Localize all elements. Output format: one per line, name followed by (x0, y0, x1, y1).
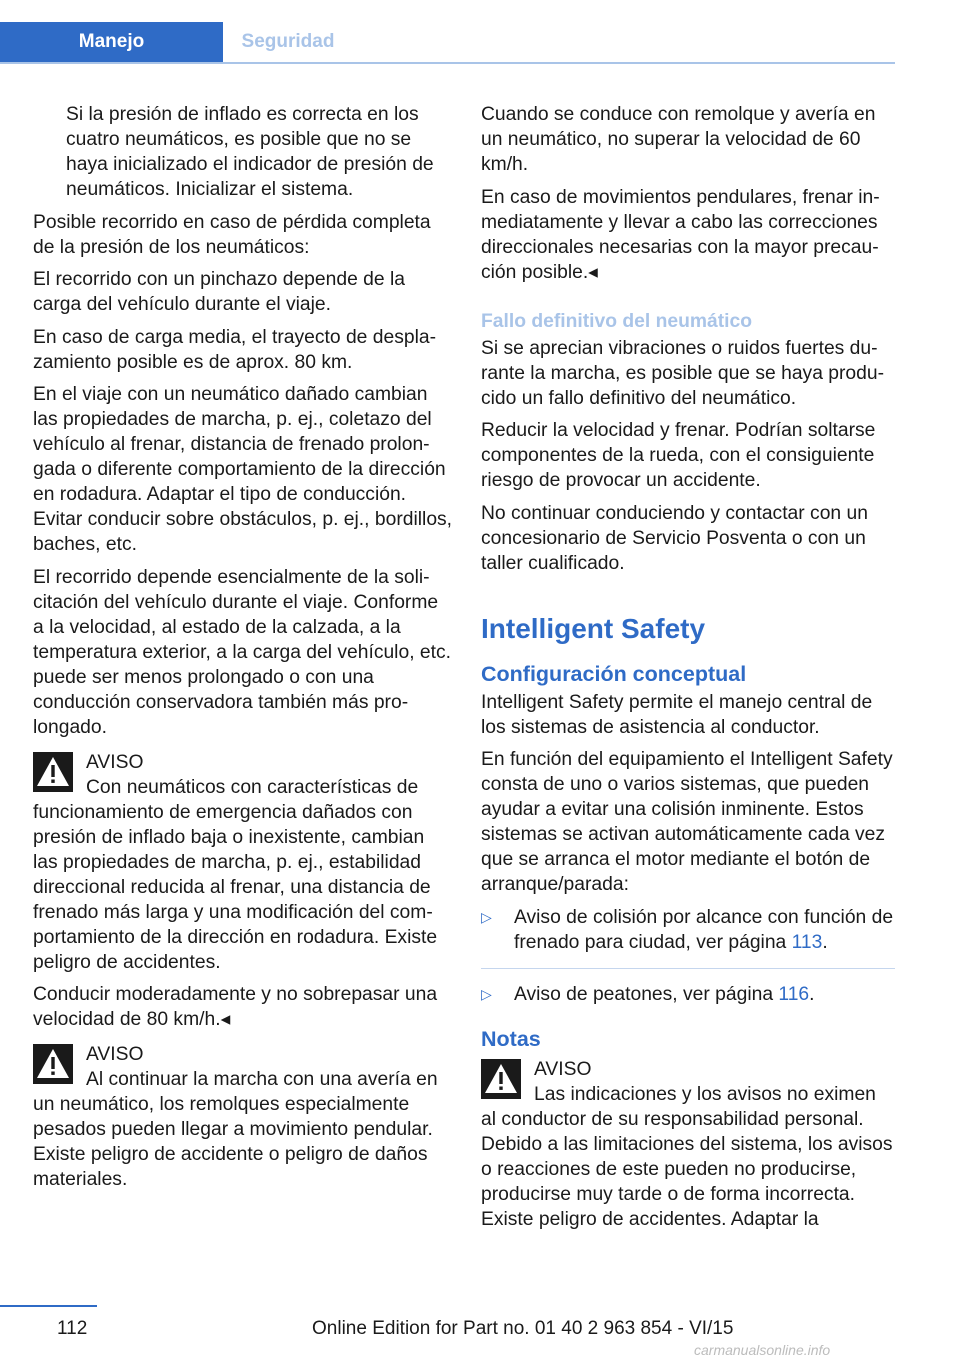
warning-text: Al continuar la marcha con una avería en un neumático, los remolques especialmente pesados pueden llegar a movimiento pendular. Existe peligro de accidente o peligro de daños materiales. (33, 1069, 438, 1190)
paragraph: En caso de movimientos pendulares, frenar inmediatamente y llevar a cabo las correcciones direccionales necesarias con la mayor precaución posible.◂ (481, 186, 880, 283)
paragraph: En el viaje con un neumático dañado cambian las propiedades de marcha, p. ej., coletazo del vehículo al frenar, distancia de frenado prolongada o diferente comportamiento de la dirección en rodadura. Adaptar el tipo de conducción. Evitar conducir sobre obstáculos, p. ej., bordillos, baches, etc. (33, 384, 453, 555)
paragraph: Intelligent Safety permite el manejo central de los sistemas de asistencia al conductor. (481, 691, 873, 738)
paragraph: El recorrido con un pinchazo depende de la carga del vehículo durante el viaje. (33, 269, 405, 315)
paragraph: Conducir moderadamente y no sobrepasar una velocidad de 80 km/h.◂ (33, 984, 438, 1030)
paragraph: Posible recorrido en caso de pérdida completa de la presión de los neumáticos: (33, 211, 431, 258)
chapter-title: Intelligent Safety (481, 612, 706, 644)
warning-triangle-icon (481, 1059, 521, 1099)
list-item-text: Aviso de colisión por alcance con función de frenado para ciudad, ver página (514, 906, 894, 953)
warning-title: AVISO (86, 1044, 144, 1065)
triangle-bullet-icon: ▷ (481, 908, 492, 925)
left-column (33, 102, 453, 1200)
tab-seguridad[interactable]: Seguridad (241, 31, 335, 52)
warning-text: Con neumáticos con características de funcionamiento de emergencia dañados con presión de inflado baja o inexistente, cambian las propiedades de marcha, p. ej., estabilidad direccional reducida al frenar, una distancia de frenado más larga y una modificación del comportamiento de la dirección en rodadura. Existe peligro de accidentes. (33, 776, 438, 973)
tab-manejo[interactable]: Manejo (0, 22, 223, 62)
paragraph: En función del equipamiento el Intelligent Safety consta de uno o varios sistemas, que pueden ayudar a evitar una colisión inminente. Estos sistemas se activan automáticamente cada vez que se arranca el motor mediante el botón de arranque/parada: (481, 749, 893, 895)
page-link[interactable]: 116 (778, 983, 810, 1005)
right-column (481, 102, 895, 1239)
paragraph: Cuando se conduce con remolque y avería en un neumático, no superar la velocidad de 60 km/h. (481, 104, 876, 175)
page-link[interactable]: 113 (791, 931, 823, 953)
list-item-text: Aviso de peatones, ver página (514, 983, 779, 1005)
warning-block (481, 1057, 895, 1232)
section-heading: Fallo definitivo del neumático (481, 310, 753, 332)
divider (481, 968, 895, 969)
triangle-bullet-icon: ▷ (481, 985, 492, 1002)
list-item (481, 982, 895, 1007)
warning-title: AVISO (534, 1058, 592, 1080)
paragraph: El recorrido depende esencialmente de la solicitación del vehículo durante el viaje. Conforme a la velocidad, al estado de la calzada, a la temperatura exterior, a la carga del vehículo, etc. puede ser menos prolongado o con una conducción conservadora también más prolongado. (33, 566, 451, 738)
footer-divider (0, 1305, 97, 1307)
paragraph: No continuar conduciendo y contactar con un concesionario de Servicio Posventa o con un taller cualificado. (481, 502, 868, 574)
paragraph: Reducir la velocidad y frenar. Podrían soltarse componentes de la rueda, con el consiguiente riesgo de provocar un accidente. (481, 420, 876, 491)
feature-list (481, 905, 895, 1007)
section-heading: Notas (481, 1026, 541, 1051)
paragraph: En caso de carga media, el trayecto de desplazamiento posible es de aprox. 80 km. (33, 326, 436, 373)
list-item (481, 905, 895, 955)
warning-block (33, 750, 453, 975)
watermark: carmanualsonline.info (694, 1342, 831, 1358)
paragraph: Si la presión de inflado es correcta en los cuatro neumáticos, es posible que no se haya inicializado el indicador de presión de neumáticos. Inicializar el sistema. (66, 104, 434, 200)
list-item-end: . (822, 931, 828, 953)
warning-title: AVISO (86, 751, 144, 773)
list-item-end: . (809, 983, 815, 1005)
page-number: 112 (57, 1318, 88, 1339)
warning-text: Las indicaciones y los avisos no eximen al conductor de su responsabilidad personal. Debido a las limitaciones del sistema, los avisos o reacciones de este pueden no producirse, producirse muy tarde o de forma incorrecta. Existe peligro de accidentes. Adaptar la (481, 1083, 893, 1230)
warning-triangle-icon (33, 1044, 73, 1084)
edition-text: Online Edition for Part no. 01 40 2 963 854 - VI/15 (312, 1318, 734, 1339)
section-heading: Configuración conceptual (481, 661, 747, 686)
warning-block (33, 1042, 453, 1192)
warning-triangle-icon (33, 752, 73, 792)
header-tabs (0, 22, 895, 64)
paragraph: Si se aprecian vibraciones o ruidos fuertes durante la marcha, es posible que se haya producido un fallo definitivo del neumático. (481, 337, 885, 409)
